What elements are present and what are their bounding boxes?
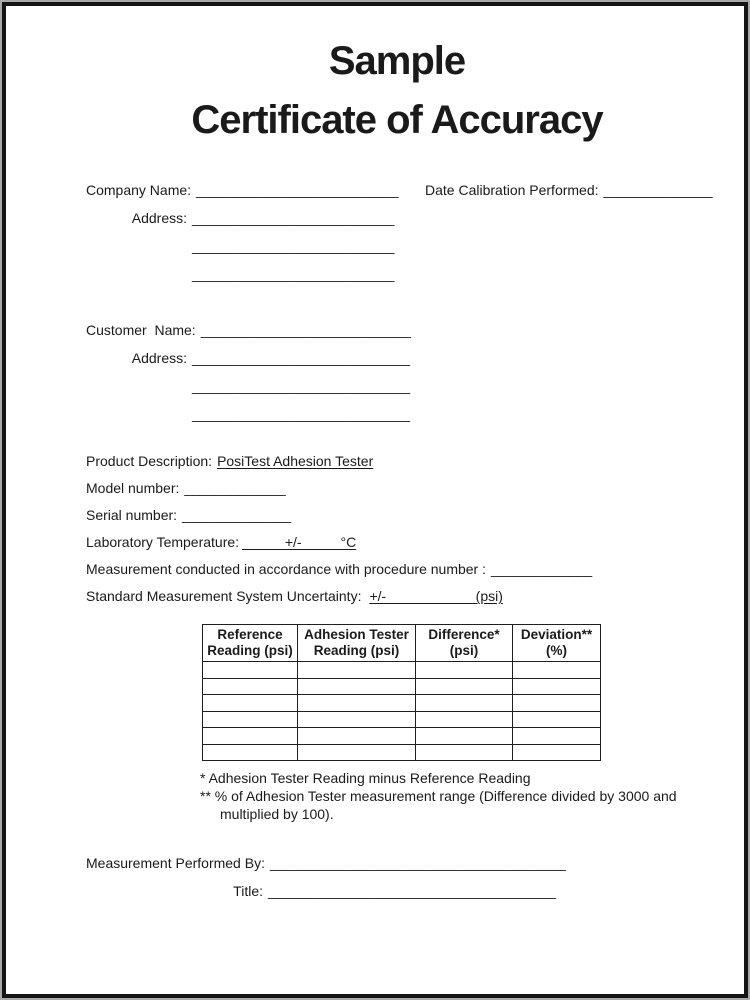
- table-cell: [513, 678, 601, 695]
- column-header-deviation: Deviation** (%): [513, 625, 601, 662]
- table-header-row: [203, 625, 601, 662]
- performed-by-label: Measurement Performed By:: [86, 855, 265, 871]
- customer-name-row: [86, 316, 708, 344]
- model-number-label: Model number:: [86, 480, 180, 496]
- footnotes: [200, 769, 708, 823]
- company-address-label: Address:: [131, 210, 187, 226]
- table-cell: [298, 728, 416, 745]
- title-row: [86, 877, 708, 905]
- title-label: Title:: [233, 883, 263, 899]
- product-description-label: Product Description:: [86, 453, 213, 469]
- table-cell: [513, 744, 601, 761]
- serial-number-label: Serial number:: [86, 507, 178, 523]
- table-cell: [203, 728, 298, 745]
- table-cell: [416, 678, 513, 695]
- table-row: [203, 711, 601, 728]
- customer-address-row-3: [86, 400, 708, 428]
- table-cell: [513, 728, 601, 745]
- table-cell: [203, 662, 298, 679]
- table-cell: [513, 662, 601, 679]
- page-title-line2: Certificate of Accuracy: [191, 98, 603, 142]
- performed-by-blank: ______________________________________: [269, 855, 566, 871]
- customer-address-blank-3: ____________________________: [192, 406, 411, 422]
- footnote-2-line2: multiplied by 100).: [220, 806, 334, 822]
- lab-temperature-value: +/- °C: [242, 534, 357, 550]
- lab-temperature-label: Laboratory Temperature:: [86, 534, 240, 550]
- table-cell: [298, 678, 416, 695]
- product-description-value: PosiTest Adhesion Tester: [217, 453, 374, 469]
- date-performed-label: Date Calibration Performed:: [425, 182, 599, 198]
- table-cell: [298, 662, 416, 679]
- customer-address-blank: ____________________________: [192, 350, 411, 366]
- column-header-reference-reading: Reference Reading (psi): [203, 625, 298, 662]
- company-address-blank-3: __________________________: [192, 266, 395, 282]
- column-header-adhesion-tester-reading: Adhesion Tester Reading (psi): [298, 625, 416, 662]
- serial-number-row: [86, 502, 708, 529]
- lab-temperature-row: [86, 529, 708, 556]
- table-cell: [203, 744, 298, 761]
- customer-name-label: Customer Name:: [86, 322, 196, 338]
- uncertainty-value: +/- (psi): [369, 588, 503, 604]
- customer-address-label: Address:: [131, 350, 187, 366]
- customer-address-blank-2: ____________________________: [192, 378, 411, 394]
- signature-section: [86, 849, 708, 905]
- table-row: [203, 662, 601, 679]
- footnote-2-line1: ** % of Adhesion Tester measurement range (Difference divided by 3000 and: [200, 788, 677, 804]
- date-performed-blank: ______________: [603, 182, 713, 198]
- table-row: [203, 744, 601, 761]
- table-cell: [203, 711, 298, 728]
- date-performed-row: [425, 176, 713, 204]
- table-cell: [513, 711, 601, 728]
- page-title: [86, 2, 708, 150]
- customer-name-blank: ___________________________: [200, 322, 411, 338]
- procedure-label: Measurement conducted in accordance with procedure number :: [86, 561, 486, 577]
- model-number-row: [86, 475, 708, 502]
- table-cell: [416, 662, 513, 679]
- company-address-row-3: [86, 260, 708, 288]
- table-cell: [416, 711, 513, 728]
- title-blank: _____________________________________: [268, 883, 557, 899]
- page-title-line1: Sample: [328, 39, 466, 83]
- table-row: [203, 728, 601, 745]
- company-name-row: [86, 176, 713, 204]
- product-description-row: [86, 448, 708, 475]
- customer-section: [86, 316, 708, 428]
- column-header-difference: Difference* (psi): [416, 625, 513, 662]
- results-table: [202, 624, 601, 761]
- uncertainty-row: [86, 583, 708, 610]
- company-address-blank: __________________________: [192, 210, 395, 226]
- customer-address-row: [86, 344, 708, 372]
- customer-address-row-2: [86, 372, 708, 400]
- model-number-blank: _____________: [184, 480, 286, 496]
- company-address-row-2: [86, 232, 708, 260]
- page-content: [2, 2, 748, 998]
- table-cell: [298, 744, 416, 761]
- serial-number-blank: ______________: [182, 507, 292, 523]
- table-row: [203, 678, 601, 695]
- company-name-blank: __________________________: [196, 182, 399, 198]
- company-name-label: Company Name:: [86, 182, 192, 198]
- table-cell: [416, 744, 513, 761]
- procedure-blank: _____________: [491, 561, 593, 577]
- table-cell: [298, 711, 416, 728]
- product-section: [86, 448, 708, 610]
- table-cell: [298, 695, 416, 712]
- table-cell: [513, 695, 601, 712]
- table-cell: [416, 728, 513, 745]
- table-cell: [203, 678, 298, 695]
- performed-by-row: [86, 849, 708, 877]
- company-address-row: [86, 204, 708, 232]
- company-address-blank-2: __________________________: [192, 238, 395, 254]
- table-row: [203, 695, 601, 712]
- table-cell: [203, 695, 298, 712]
- footnote-1: * Adhesion Tester Reading minus Reference Reading: [200, 770, 531, 786]
- uncertainty-label: Standard Measurement System Uncertainty:: [86, 588, 362, 604]
- table-cell: [416, 695, 513, 712]
- procedure-row: [86, 556, 708, 583]
